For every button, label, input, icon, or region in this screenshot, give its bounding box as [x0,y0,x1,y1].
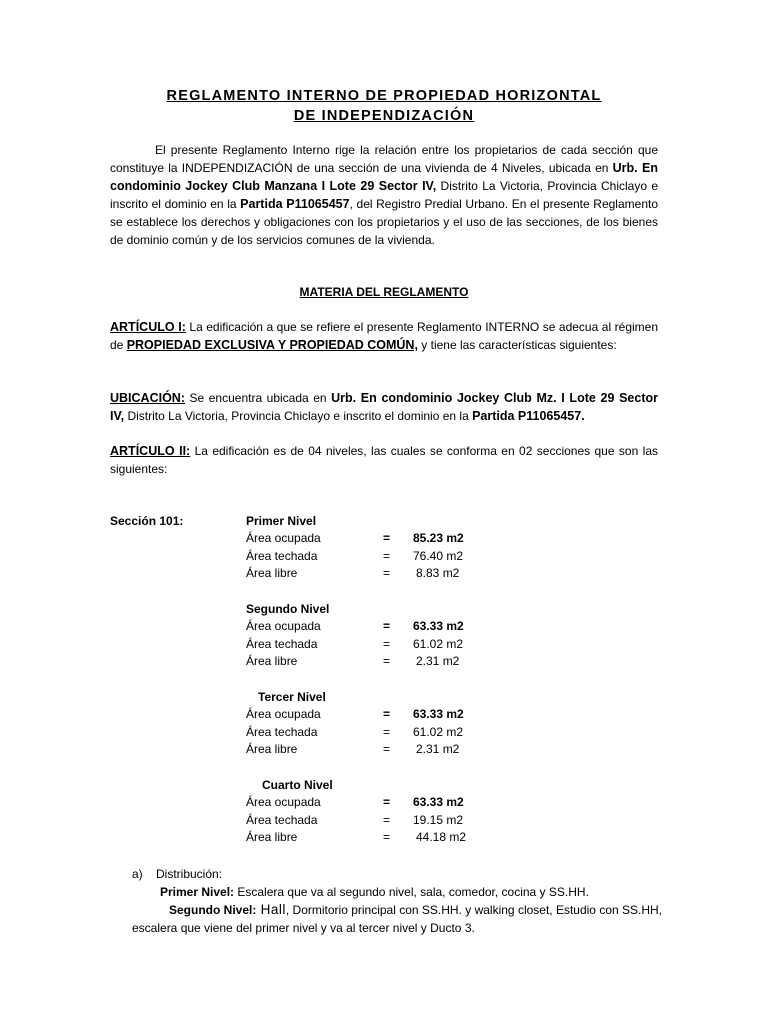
level-2-area-techada-eq: = [383,637,391,651]
level-3-area-techada-eq: = [383,725,391,739]
document-title-line-1: REGLAMENTO INTERNO DE PROPIEDAD HORIZONTAL [166,88,602,104]
level-1-area-libre-value: 8.83 m2 [416,566,460,580]
intro-text-1: El presente Reglamento Interno rige la relación entre los propietarios de cada sección que constituye la INDEPENDIZACIÓN de una sección de una vivienda de 4 Niveles, ubicada en [110,143,658,175]
level-4-area-techada-eq: = [383,813,391,827]
level-2-area-libre-value: 2.31 m2 [416,654,460,668]
primer-nivel-text: Escalera que va al segundo nivel, sala, comedor, cocina y SS.HH. [234,885,589,899]
document-title-line-2: DE INDEPENDIZACIÓN [293,108,475,124]
distribucion-segundo-nivel [169,901,663,919]
articulo-1-text-1: La edificación a que se refiere el presente Reglamento INTERNO se adecua al régimen de [110,320,659,352]
level-2-area-techada-label: Área techada [246,637,318,651]
level-1-area-ocupada-eq: = [383,531,391,545]
distribucion-primer-nivel [160,883,589,901]
level-3-area-ocupada-label: Área ocupada [246,707,321,721]
level-1-area-libre-eq: = [383,566,391,580]
articulo-2-text: La edificación es de 04 niveles, las cuales se conforma en 02 secciones que son las siguientes: [110,444,658,476]
level-2-heading: Segundo Nivel [246,602,330,616]
segundo-nivel-hall: Hall [256,902,286,917]
articulo-1-text-2: y tiene las características siguientes: [417,338,617,352]
intro-address-bold: Urb. En condominio Jockey Club Manzana I Lote 29 Sector IV, [110,161,658,193]
level-2-area-techada-value: 61.02 m2 [413,637,464,651]
distribucion-marker: a) [132,867,143,881]
level-2-area-ocupada-value: 63.33 m2 [413,619,464,633]
level-3-area-ocupada-value: 63.33 m2 [413,707,464,721]
level-4-area-ocupada-value: 63.33 m2 [413,795,464,809]
level-3-heading: Tercer Nivel [258,690,326,704]
segundo-nivel-text-1: , Dormitorio principal con SS.HH. y walking closet, Estudio con SS.HH, [285,903,663,917]
ubicacion-partida-bold: Partida P11065457. [472,409,585,423]
level-3-area-libre-eq: = [383,742,391,756]
articulo-2-label: ARTÍCULO II: [110,444,191,458]
intro-text-3: , del Registro Predial Urbano. En el presente Reglamento se establece los derechos y obligaciones con los propietarios y el uso de las secciones, de los bienes de dominio común y de los servicios comunes de la vivienda. [110,197,659,247]
segundo-nivel-label: Segundo Nivel: [169,903,257,917]
level-2-area-libre-eq: = [383,654,391,668]
primer-nivel-label: Primer Nivel: [160,885,235,899]
level-4-area-libre-value: 44.18 m2 [416,830,467,844]
level-4-area-techada-value: 19.15 m2 [413,813,464,827]
seccion-101-label: Sección 101: [110,514,184,528]
articulo-1-label: ARTÍCULO I: [110,320,186,334]
intro-text-2: Distrito La Victoria, Provincia Chiclayo e inscrito el dominio en la [110,179,658,211]
level-3-area-libre-value: 2.31 m2 [416,742,460,756]
level-1-area-techada-label: Área techada [246,549,318,563]
level-1-area-techada-eq: = [383,549,391,563]
materia-heading: MATERIA DEL REGLAMENTO [299,285,469,299]
ubicacion-address-bold: Urb. En condominio Jockey Club Mz. I Lote 29 Sector IV, [110,391,658,423]
level-3-area-libre-label: Área libre [246,742,298,756]
articulo-1-paragraph [110,318,658,354]
intro-partida-bold: Partida P11065457 [240,197,350,211]
level-1-heading: Primer Nivel [246,514,317,528]
level-4-area-techada-label: Área techada [246,813,318,827]
level-3-area-ocupada-eq: = [383,707,391,721]
level-1-area-ocupada-label: Área ocupada [246,531,321,545]
ubicacion-paragraph [110,389,658,425]
level-4-area-ocupada-label: Área ocupada [246,795,321,809]
level-1-area-techada-value: 76.40 m2 [413,549,464,563]
articulo-2-paragraph [110,442,658,478]
level-3-area-techada-label: Área techada [246,725,318,739]
level-4-area-ocupada-eq: = [383,795,391,809]
level-2-area-ocupada-eq: = [383,619,391,633]
level-2-area-libre-label: Área libre [246,654,298,668]
level-4-area-libre-label: Área libre [246,830,298,844]
level-4-area-libre-eq: = [383,830,391,844]
articulo-1-bold: PROPIEDAD EXCLUSIVA Y PROPIEDAD COMÚN, [126,338,418,352]
ubicacion-label: UBICACIÓN: [110,391,185,405]
level-1-area-libre-label: Área libre [246,566,298,580]
segundo-nivel-text-2: escalera que viene del primer nivel y va al tercer nivel y Ducto 3. [132,921,475,935]
ubicacion-text-2: Distrito La Victoria, Provincia Chiclayo e inscrito el dominio en la [124,409,473,423]
level-1-area-ocupada-value: 85.23 m2 [413,531,464,545]
level-3-area-techada-value: 61.02 m2 [413,725,464,739]
level-4-heading: Cuarto Nivel [262,778,333,792]
intro-paragraph [110,141,658,249]
level-2-area-ocupada-label: Área ocupada [246,619,321,633]
ubicacion-text-1: Se encuentra ubicada en [185,391,332,405]
distribucion-label: Distribución: [156,867,223,881]
